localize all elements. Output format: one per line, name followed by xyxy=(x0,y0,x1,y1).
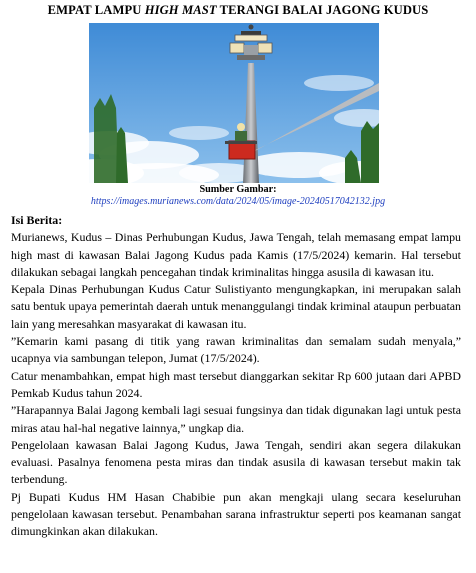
paragraph-6: Pengelolaan kawasan Balai Jagong Kudus, Jawa Tengah, sendiri akan segera dilakukan evaluasi. Pasalnya fenomena pesta miras dan tindak asusila di kawasan tersebut makin tak terbendung. xyxy=(11,437,461,487)
paragraph-5: ”Harapannya Balai Jagong kembali lagi sesuai fungsinya dan tidak digunakan lagi untuk pesta miras atau hal-hal negative lainnya,” ungkap dia. xyxy=(11,403,461,435)
article-body xyxy=(11,212,461,541)
paragraph-3: ”Kemarin kami pasang di titik yang rawan kriminalitas dan semalam sudah menyala,” ucapnya via sambungan telepon, Jumat (17/5/2024). xyxy=(11,334,461,366)
article-title xyxy=(0,3,476,18)
article-photo xyxy=(89,23,379,183)
paragraph-4: Catur menambahkan, empat high mast tersebut dianggarkan sekitar Rp 600 jutaan dari APBD Pemkab Kudus tahun 2024. xyxy=(11,368,461,400)
article-heading: Isi Berita: xyxy=(11,213,63,227)
paragraph-1: Murianews, Kudus – Dinas Perhubungan Kudus, Jawa Tengah, telah memasang empat lampu high mast di kawasan Balai Jagong Kudus pada Kamis (17/5/2024) kemarin. Hal tersebut dilakukan sebagai langkah pencegahan tindak kriminalitas hingga asusila di kawasan itu. xyxy=(11,230,461,279)
paragraph-7: Pj Bupati Kudus HM Hasan Chabibie pun akan mengkaji ulang secara keseluruhan pengelolaan kawasan tersebut. Penambahan sarana infrastruktur seperti pos keamanan sangat dimungkinkan akan dilakukan. xyxy=(11,489,461,539)
paragraph-2: Kepala Dinas Perhubungan Kudus Catur Sulistiyanto mengungkapkan, ini merupakan salah satu bentuk upaya pemerintah daerah untuk menanggulangi tindak kriminal ataupun perbuatan lain yang meresahkan masyarakat di kawasan itu. xyxy=(11,282,461,331)
title-text-before: EMPAT LAMPU xyxy=(47,3,145,17)
title-text-after: TERANGI BALAI JAGONG KUDUS xyxy=(216,3,429,17)
title-emphasis: HIGH MAST xyxy=(144,3,217,17)
image-caption-label: Sumber Gambar: xyxy=(199,184,277,195)
image-source-url[interactable]: https://images.murianews.com/data/2024/05/image-20240517042132.jpg xyxy=(90,196,386,207)
